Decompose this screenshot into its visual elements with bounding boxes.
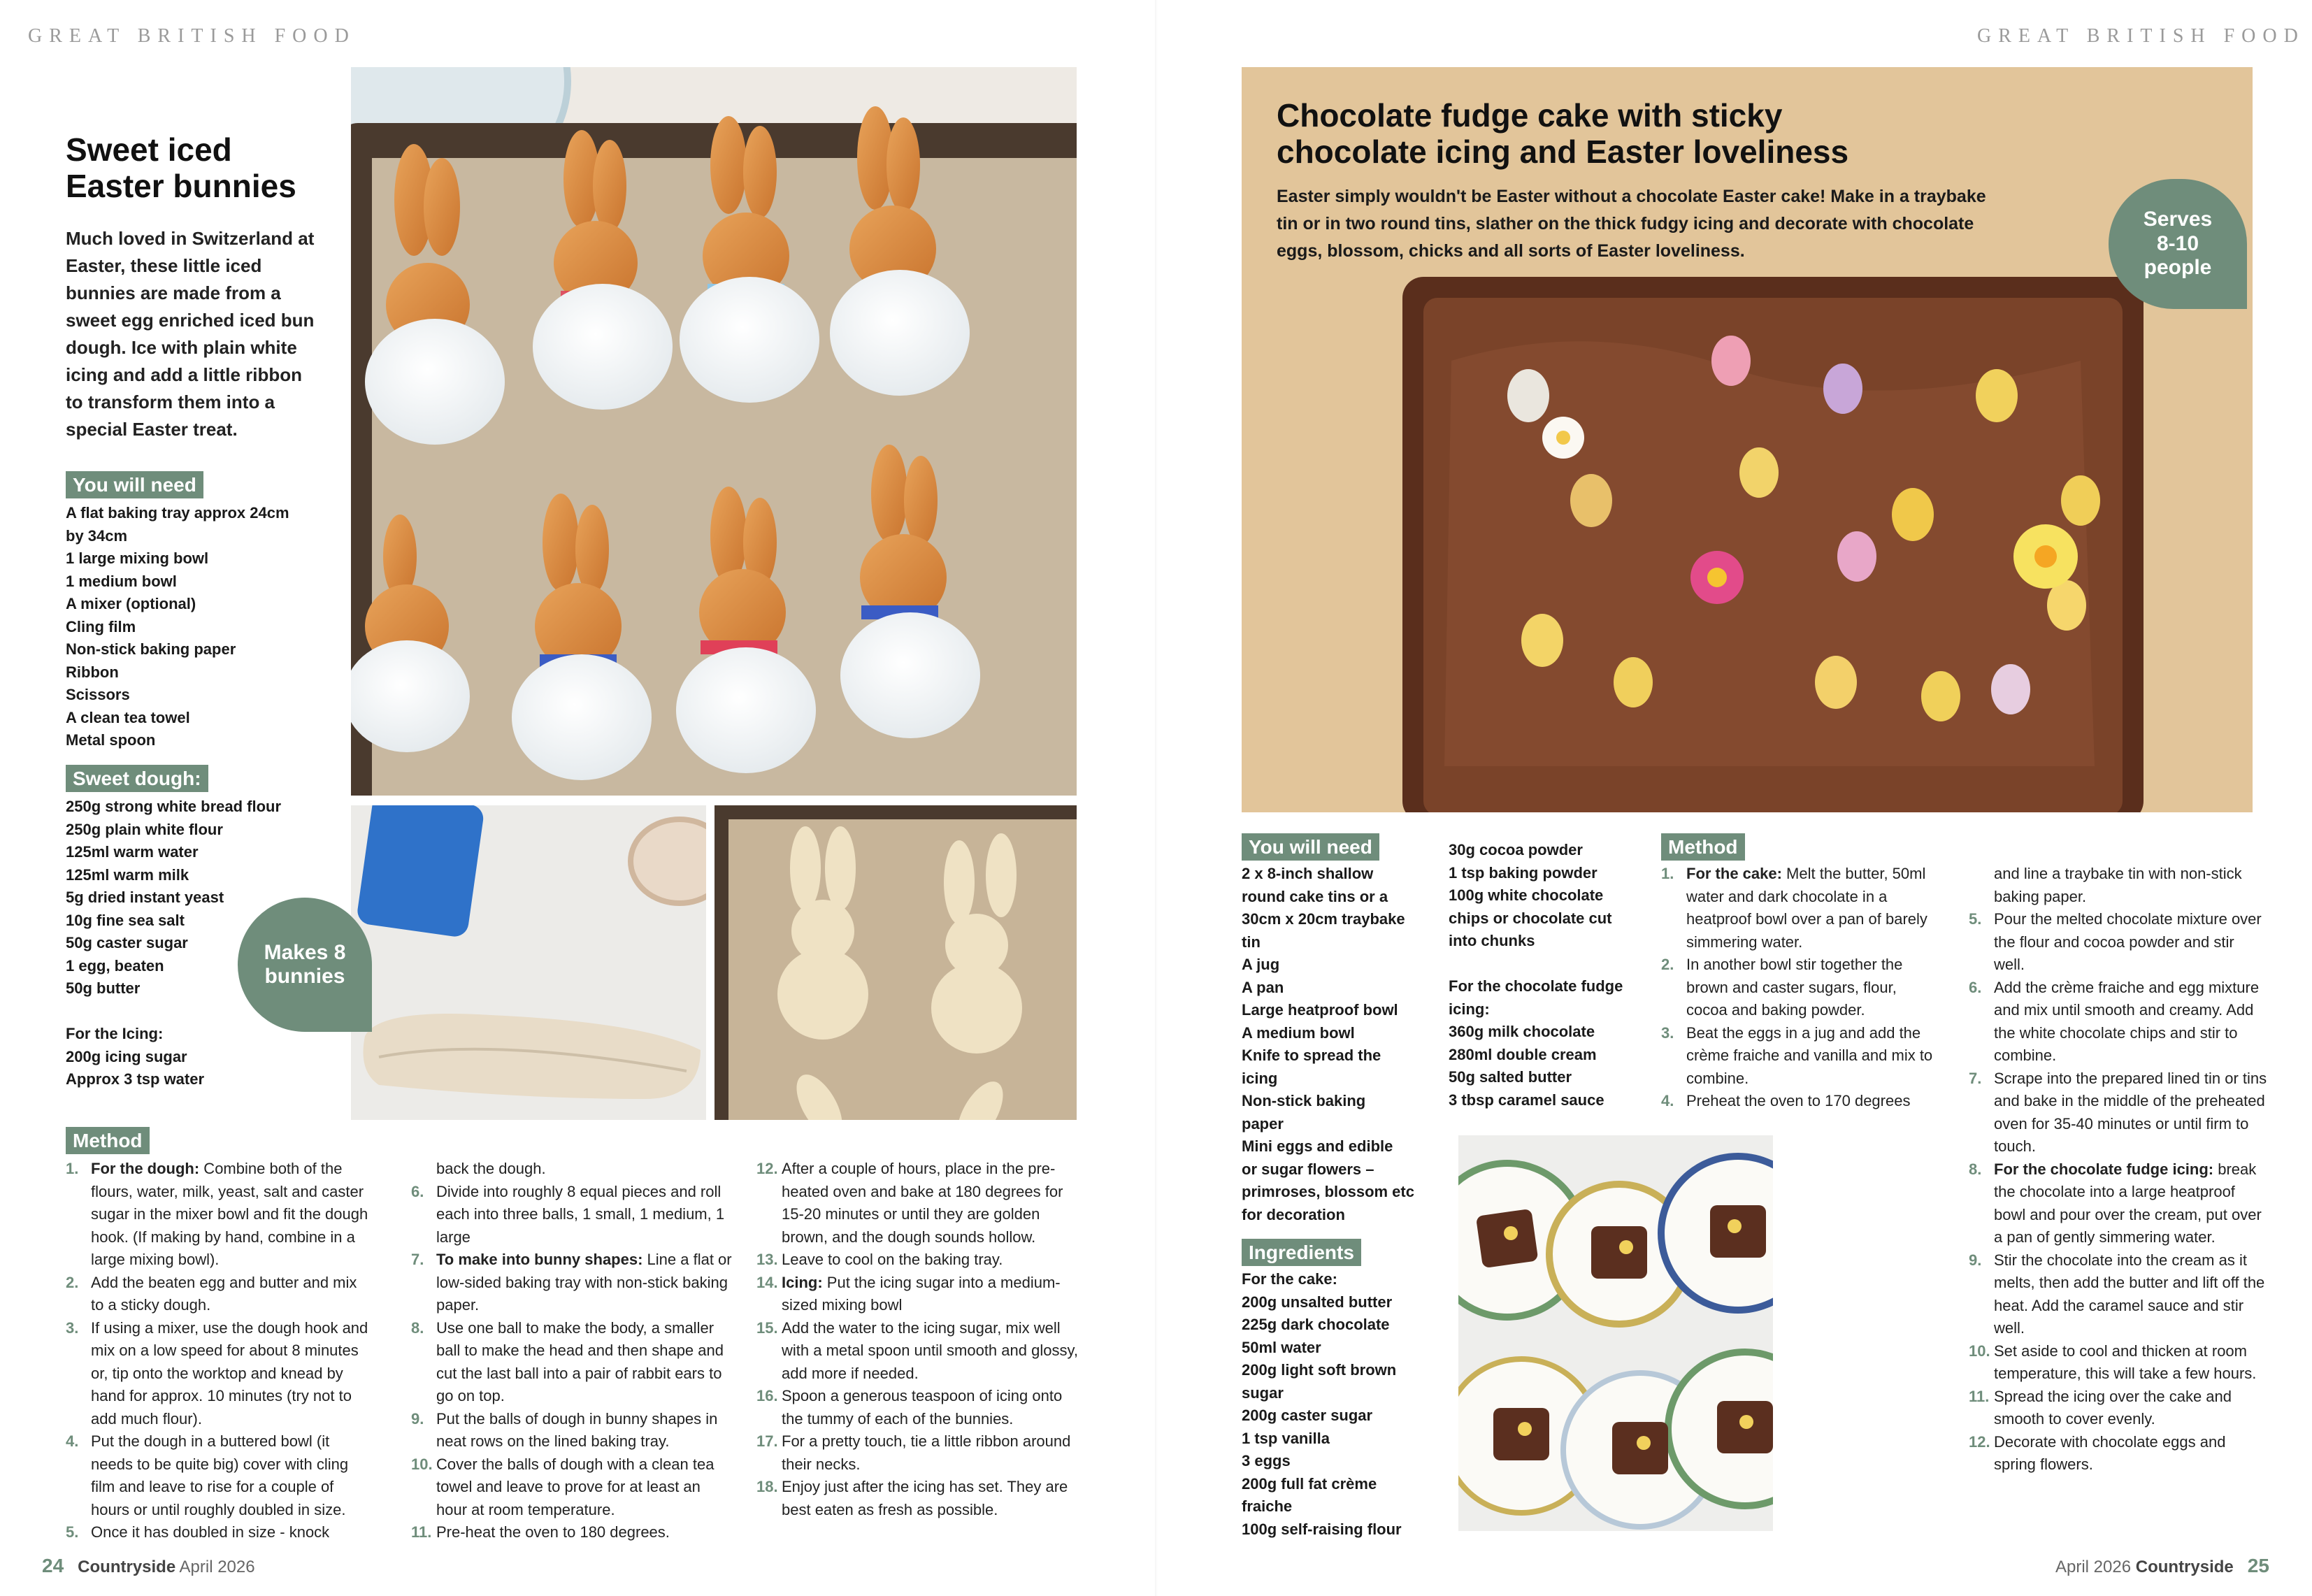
method-step: 14. Icing: Put the icing sugar into a medium-sized mixing bowl	[756, 1273, 1061, 1314]
list-item: A clean tea towel	[66, 708, 190, 726]
list-item: 250g plain white flour	[66, 820, 223, 838]
list-item: A jug	[1242, 956, 1280, 973]
method-step: 1. For the dough: Combine both of the flours, water, milk, yeast, salt and caster sugar in the mixer bowl and fit the dough hook. (If making by hand, combine in a large mixing bowl).	[66, 1160, 368, 1268]
method-step: 15. Add the water to the icing sugar, mix well with a metal spoon until smooth and glossy, add more if needed.	[756, 1318, 1078, 1382]
running-head-right: GREAT BRITISH FOOD	[1977, 25, 2305, 47]
cake-ingredients-list	[1242, 1268, 1451, 1541]
list-item: primroses, blossom etc	[1242, 1183, 1414, 1200]
method-step: 3. If using a mixer, use the dough hook and mix on a low speed for about 8 minutes or, tip onto the worktop and knead by hand for approx. 10 minutes (try not to add much flour).	[66, 1318, 368, 1428]
list-item: Metal spoon	[66, 731, 156, 749]
magazine-name: Countryside	[2135, 1558, 2234, 1576]
method-step: 10. Set aside to cool and thicken at room temperature, this will take a few hours.	[1969, 1342, 2257, 1382]
list-item: paper	[1242, 1114, 1284, 1133]
method-list-col3	[756, 1158, 1085, 1521]
list-item: 125ml warm milk	[66, 865, 189, 884]
list-item: 50ml water	[1242, 1338, 1321, 1356]
list-item: tin	[1242, 933, 1261, 951]
method-step: 16. Spoon a generous teaspoon of icing onto the tummy of each of the bunnies.	[756, 1387, 1063, 1428]
method-list-col2	[411, 1158, 734, 1544]
method-step: 2. In another bowl stir together the brown and caster sugars, flour, cocoa and baking powder.	[1661, 956, 1903, 1019]
list-item: 1 tsp baking powder	[1449, 863, 1597, 882]
method-section-right	[1661, 833, 1745, 861]
list-item: Ribbon	[66, 663, 119, 681]
list-item: 50g caster sugar	[66, 934, 188, 951]
page-number: 24	[42, 1555, 64, 1576]
list-item: 1 tsp vanilla	[1242, 1429, 1330, 1447]
list-item: 1 large mixing bowl	[66, 549, 209, 567]
list-item: 200g caster sugar	[1242, 1407, 1373, 1424]
cake-ingredients-list-continued	[1449, 839, 1658, 1112]
recipe-title-bunnies: Sweet iced Easter bunnies	[66, 131, 296, 205]
makes-badge	[238, 898, 372, 1032]
issue-date: April 2026	[179, 1558, 255, 1576]
method-tag: Method	[1661, 833, 1745, 861]
method-step: 4. Preheat the oven to 170 degrees	[1661, 1092, 1911, 1109]
running-head-left: GREAT BRITISH FOOD	[28, 25, 356, 47]
list-heading: For the cake:	[1242, 1270, 1337, 1288]
list-item: 1 egg, beaten	[66, 956, 164, 975]
list-item: by 34cm	[66, 526, 128, 545]
method-step: and line a traybake tin with non-stick baking paper.	[1994, 865, 2242, 905]
list-item: 50g salted butter	[1449, 1068, 1572, 1086]
method-step: back the dough.	[436, 1160, 546, 1177]
ingredients-section	[1242, 1239, 1361, 1266]
method-step: 8. For the chocolate fudge icing: break the chocolate into a large heatproof bowl and pour over the cream, put over a pan of gently simmering water.	[1969, 1160, 2262, 1246]
method-step: 17. For a pretty touch, tie a little ribbon around their necks.	[756, 1432, 1071, 1473]
list-item: sugar	[1242, 1383, 1284, 1402]
list-item: 200g full fat crème	[1242, 1474, 1377, 1493]
equipment-list	[66, 502, 359, 752]
list-item: or sugar flowers –	[1242, 1160, 1374, 1178]
list-item: 250g strong white bread flour	[66, 798, 282, 815]
list-item: 30g cocoa powder	[1449, 841, 1583, 858]
folio-right	[2055, 1555, 2269, 1577]
method-step: 9. Stir the chocolate into the cream as it melts, then add the butter and lift off the heat. Add the caramel sauce and stir well.	[1969, 1251, 2265, 1337]
list-item: 2 x 8-inch shallow	[1242, 865, 1374, 882]
gutter	[1155, 0, 1158, 1596]
list-item: 30cm x 20cm traybake	[1242, 910, 1405, 928]
sweet-dough-tag: Sweet dough:	[66, 765, 208, 792]
issue-date: April 2026	[2055, 1558, 2132, 1576]
list-item: fraiche	[1242, 1497, 1293, 1515]
list-item: Non-stick baking	[1242, 1092, 1366, 1109]
method-step: 2. Add the beaten egg and butter and mix to a sticky dough.	[66, 1273, 357, 1314]
list-item: A medium bowl	[1242, 1023, 1355, 1042]
list-item: Knife to spread the	[1242, 1047, 1381, 1064]
you-will-need-section	[66, 471, 203, 498]
method-step: 10. Cover the balls of dough with a clean tea towel and leave to prove for at least an hour at room temperature.	[411, 1455, 715, 1518]
recipe-intro-cake: Easter simply wouldn't be Easter without a chocolate Easter cake! Make in a traybake tin or in two round tins, slather on the thick fudgy icing and decorate with chocolate eggs, blossom, chicks and all sorts of Easter loveliness.	[1277, 187, 1986, 261]
ingredients-tag: Ingredients	[1242, 1239, 1361, 1266]
list-item: Scissors	[66, 686, 130, 703]
list-item: Approx 3 tsp water	[66, 1070, 205, 1088]
list-item: Non-stick baking paper	[66, 640, 236, 658]
list-item: into chunks	[1449, 932, 1535, 949]
method-step: 3. Beat the eggs in a jug and add the crème fraiche and vanilla and mix to combine.	[1661, 1023, 1933, 1087]
list-item: 225g dark chocolate	[1242, 1316, 1390, 1333]
method-step: 11. Pre-heat the oven to 180 degrees.	[411, 1523, 670, 1541]
method-step: 12. After a couple of hours, place in the pre-heated oven and bake at 180 degrees for 15-20 minutes or until they are golden brown, and the dough sounds hollow.	[756, 1160, 1063, 1246]
iced-bunnies-photo	[351, 67, 1077, 796]
list-item: 10g fine sea salt	[66, 911, 185, 929]
you-will-need-tag: You will need	[1242, 833, 1379, 861]
folio-left	[42, 1555, 255, 1577]
method-list-col1	[66, 1158, 371, 1544]
chocolate-cake-photo	[1242, 67, 2253, 812]
you-will-need-section-right	[1242, 833, 1379, 861]
serves-badge	[2109, 179, 2247, 309]
list-item: Mini eggs and edible	[1242, 1137, 1393, 1155]
list-heading: For the chocolate fudge icing:	[1449, 977, 1623, 1018]
cake-method-col1	[1661, 863, 1937, 1113]
method-step: 12. Decorate with chocolate eggs and spring flowers.	[1969, 1432, 2226, 1473]
method-step: 18. Enjoy just after the icing has set. They are best eaten as fresh as possible.	[756, 1478, 1068, 1518]
list-item: 200g light soft brown	[1242, 1361, 1397, 1379]
you-will-need-tag: You will need	[66, 471, 203, 498]
recipe-intro-bunnies: Much loved in Switzerland at Easter, these little iced bunnies are made from a sweet egg enriched iced bun dough. Ice with plain white icing and add a little ribbon to transform them into a special Easter treat.	[66, 228, 315, 440]
list-item: icing	[1242, 1069, 1278, 1087]
list-item: Large heatproof bowl	[1242, 1001, 1398, 1019]
list-item: round cake tins or a	[1242, 887, 1388, 905]
list-item: 200g unsalted butter	[1242, 1293, 1393, 1311]
list-item: A mixer (optional)	[66, 595, 196, 612]
method-step: 13. Leave to cool on the baking tray.	[756, 1251, 1003, 1268]
list-item: 100g white chocolate	[1449, 886, 1604, 904]
method-step: 8. Use one ball to make the body, a smaller ball to make the head and then shape and cut the last ball into a pair of rabbit ears to go on top.	[411, 1318, 724, 1404]
shaped-dough-photo	[715, 805, 1077, 1120]
list-item: 100g self-raising flour	[1242, 1520, 1402, 1538]
list-item: 200g icing sugar	[66, 1047, 187, 1065]
magazine-name: Countryside	[78, 1558, 176, 1576]
list-item: 3 tbsp caramel sauce	[1449, 1091, 1604, 1109]
list-item: 3 eggs	[1242, 1452, 1291, 1469]
recipe-title-cake: Chocolate fudge cake with sticky chocolate icing and Easter loveliness	[1277, 97, 1849, 170]
list-item: 360g milk chocolate	[1449, 1023, 1595, 1040]
method-section-left	[66, 1127, 150, 1154]
list-item: 5g dried instant yeast	[66, 889, 224, 906]
cake-method-col2	[1969, 863, 2268, 1476]
method-step: 6. Add the crème fraiche and egg mixture and mix until smooth and creamy. Add the white chocolate chips and stir to combine.	[1969, 978, 2260, 1064]
page-number: 25	[2247, 1555, 2269, 1576]
list-heading: For the Icing:	[66, 1025, 164, 1042]
dough-photo	[351, 805, 706, 1120]
cake-slices-photo	[1458, 1135, 1773, 1531]
list-item: 125ml warm water	[66, 843, 199, 861]
list-item: A pan	[1242, 978, 1284, 996]
method-step: 7. To make into bunny shapes: Line a flat or low-sided baking tray with non-stick baking paper.	[411, 1251, 732, 1314]
method-step: 7. Scrape into the prepared lined tin or tins and bake in the middle of the preheated oven for 35-40 minutes or until firm to touch.	[1969, 1069, 2267, 1155]
list-item: 1 medium bowl	[66, 572, 177, 590]
sweet-dough-section	[66, 765, 208, 792]
list-item: chips or chocolate cut	[1449, 909, 1612, 927]
method-tag: Method	[66, 1127, 150, 1154]
method-step: 6. Divide into roughly 8 equal pieces and roll each into three balls, 1 small, 1 medium, 1 large	[411, 1182, 725, 1246]
makes-badge-text: Makes 8 bunnies	[264, 941, 346, 988]
method-step: 1. For the cake: Melt the butter, 50ml water and dark chocolate in a heatproof bowl over a pan of barely simmering water.	[1661, 865, 1927, 951]
method-step: 4. Put the dough in a buttered bowl (it needs to be quite big) cover with cling film and leave to rise for a couple of hours or until roughly doubled in size.	[66, 1432, 349, 1518]
method-step: 5. Pour the melted chocolate mixture over the flour and cocoa powder and stir well.	[1969, 910, 2262, 973]
list-item: 50g butter	[66, 979, 141, 997]
equipment-list-right	[1242, 863, 1451, 1226]
list-item: A flat baking tray approx 24cm	[66, 504, 289, 522]
method-step: 9. Put the balls of dough in bunny shapes in neat rows on the lined baking tray.	[411, 1409, 718, 1450]
list-item: 280ml double cream	[1449, 1045, 1597, 1063]
method-step: 11. Spread the icing over the cake and smooth to cover evenly.	[1969, 1387, 2232, 1428]
list-spacer	[1449, 953, 1658, 976]
serves-badge-text: Serves 8-10 people	[2143, 208, 2213, 280]
method-step: 5. Once it has doubled in size - knock	[66, 1523, 330, 1541]
list-item: Cling film	[66, 617, 136, 635]
list-item: for decoration	[1242, 1205, 1345, 1223]
